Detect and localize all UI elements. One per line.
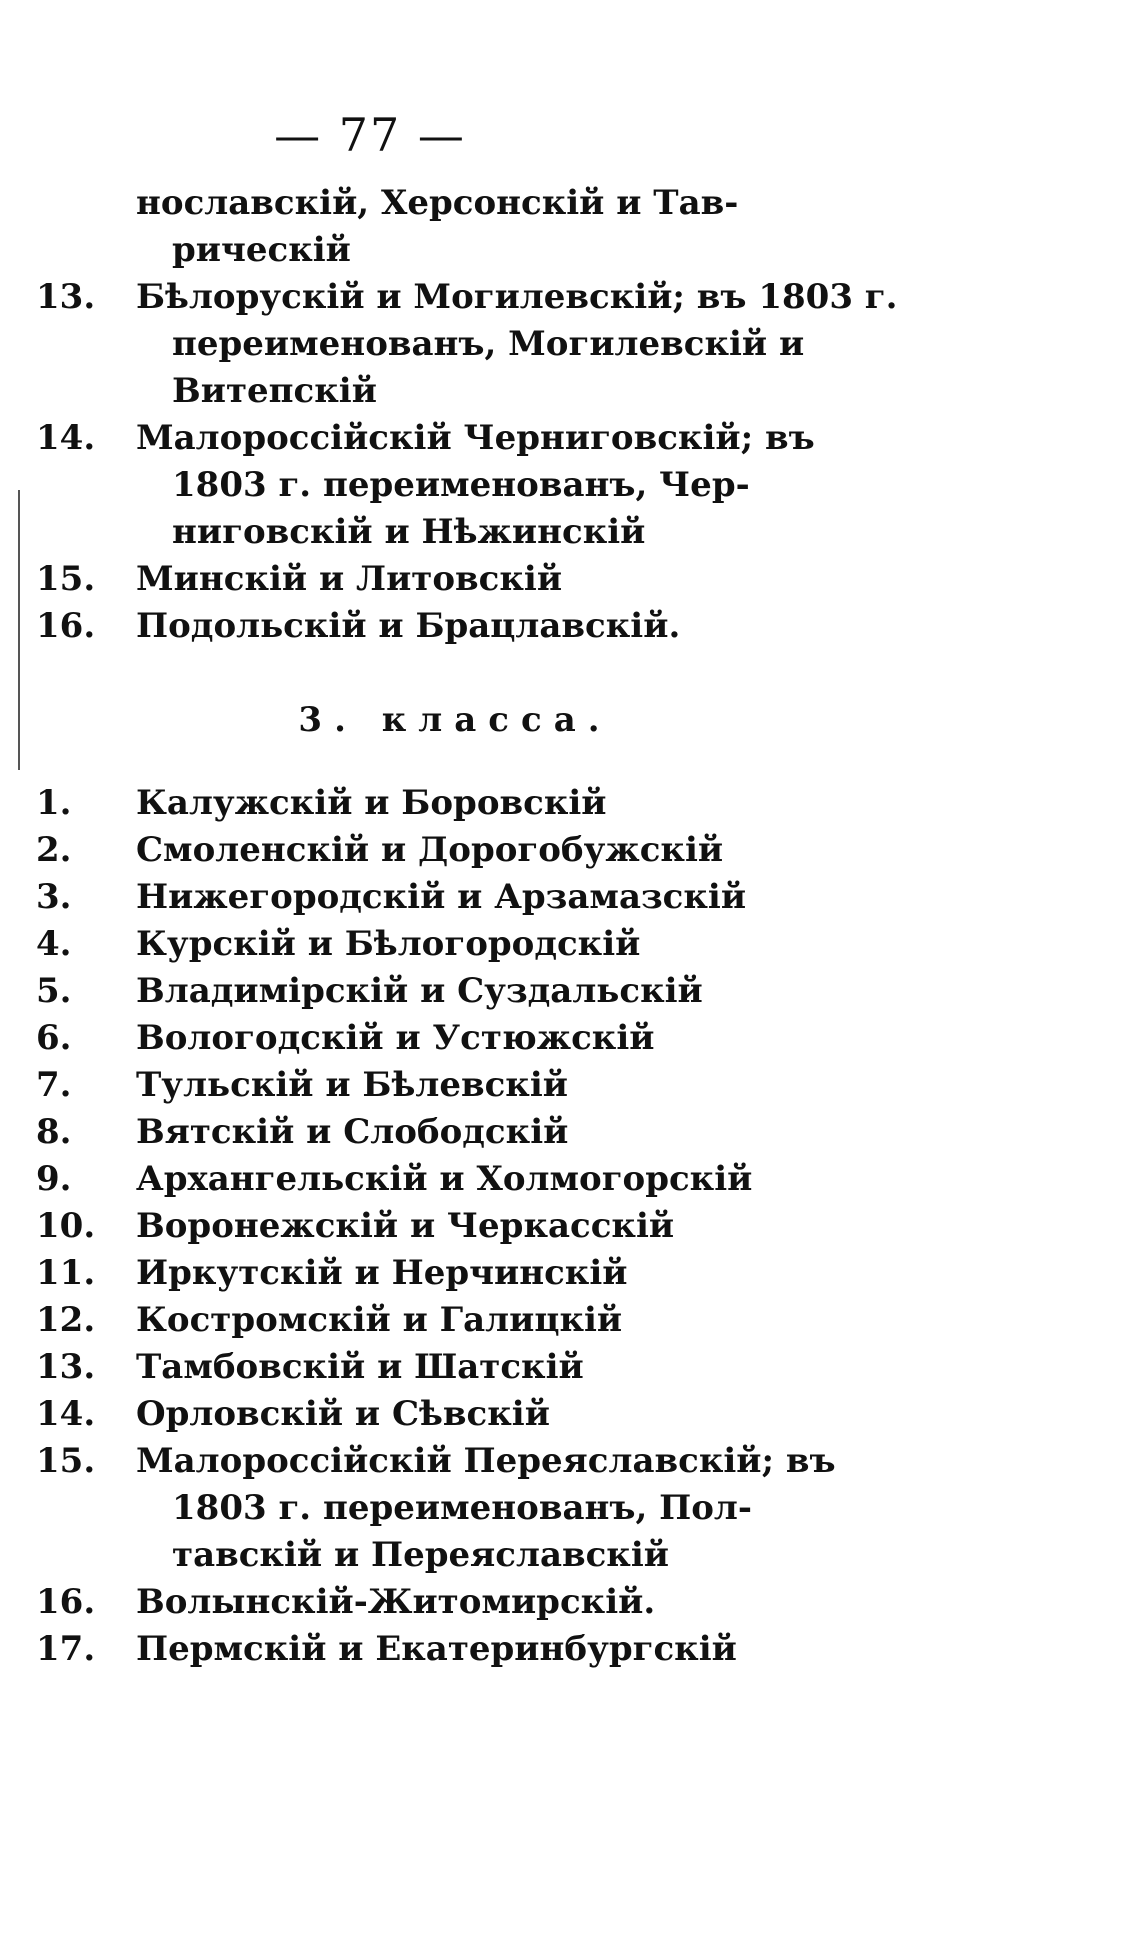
entry-text [136,1579,926,1626]
entry-text [136,1297,926,1344]
entry-text [136,556,926,603]
entry-number: 4. [36,924,72,964]
page-number: — 77 — [274,108,466,162]
entry-text [136,603,926,650]
entry-number: 14. [36,418,96,458]
entry-line: 1803 г. переименованъ, Чер- [172,465,750,505]
entry-text [136,1391,926,1438]
entry-line: Минскій и Литовскій [136,559,563,599]
list-item [36,1579,936,1626]
entry-line: Костромскій и Галицкій [136,1300,623,1340]
entry-number: 12. [36,1300,96,1340]
entry-number: 1. [36,783,72,823]
entry-line: Пермскій и Екатеринбургскій [136,1629,737,1669]
section-heading: 3. класса. [298,700,612,740]
list-item [36,274,936,415]
entry-line: Орловскій и Сѣвскій [136,1394,550,1434]
entry-text [136,1626,926,1673]
entry-number: 7. [36,1065,72,1105]
list-item [36,556,936,603]
entry-number: 16. [36,606,96,646]
entry-text [136,968,926,1015]
entry-text [136,180,926,274]
entry-text [136,1015,926,1062]
entry-line: Вологодскій и Устюжскій [136,1018,655,1058]
entry-number: 13. [36,1347,96,1387]
entry-text [136,874,926,921]
entry-number: 3. [36,877,72,917]
entry-line: Владимірскій и Суздальскій [136,971,703,1011]
entry-number: 8. [36,1112,72,1152]
list-item [36,1109,936,1156]
entry-text [136,1438,926,1579]
entry-number: 9. [36,1159,72,1199]
list-item [36,1344,936,1391]
list-item [36,1626,936,1673]
entry-line: Малороссійскій Переяславскій; въ [136,1441,836,1481]
entry-number: 10. [36,1206,96,1246]
entry-text [136,1250,926,1297]
list-item [36,1062,936,1109]
entry-line: Воронежскій и Черкасскій [136,1206,675,1246]
continued-entries-list [36,180,936,650]
entry-number: 15. [36,559,96,599]
list-item [36,1297,936,1344]
entry-text [136,415,926,556]
entry-text [136,921,926,968]
entry-line: ниговскій и Нѣжинскій [172,512,646,552]
list-item [36,827,936,874]
list-item [36,1156,936,1203]
entry-line: Архангельскій и Холмогорскій [136,1159,753,1199]
list-item [36,1391,936,1438]
entry-text [136,1156,926,1203]
entry-line: переименованъ, Могилевскій и [172,324,805,364]
entry-line: 1803 г. переименованъ, Пол- [172,1488,753,1528]
entry-number: 5. [36,971,72,1011]
entry-text [136,1109,926,1156]
list-item [36,415,936,556]
entry-line: Волынскій-Житомирскій. [136,1582,656,1622]
entry-text [136,1203,926,1250]
entry-number: 15. [36,1441,96,1481]
entry-line: Курскій и Бѣлогородскій [136,924,641,964]
entry-line: Нижегородскій и Арзамазскій [136,877,747,917]
class3-entries-list [36,780,936,1673]
list-item [36,603,936,650]
entry-text [136,1344,926,1391]
entry-number: 13. [36,277,96,317]
entry-number: 17. [36,1629,96,1669]
list-item [36,968,936,1015]
list-item [36,874,936,921]
entry-line: Подольскій и Брацлавскій. [136,606,681,646]
entry-line: Иркутскій и Нерчинскій [136,1253,628,1293]
entry-number: 11. [36,1253,96,1293]
entry-number: 14. [36,1394,96,1434]
list-item [36,780,936,827]
entry-line: Малороссійскій Черниговскій; въ [136,418,815,458]
entry-text [136,274,926,415]
entry-line: Калужскій и Боровскій [136,783,607,823]
entry-line: рическій [172,230,351,270]
entry-number: 6. [36,1018,72,1058]
entry-number: 16. [36,1582,96,1622]
list-item [36,1250,936,1297]
entry-text [136,1062,926,1109]
entry-text [136,780,926,827]
list-item [36,1438,936,1579]
entry-line: Витепскій [172,371,377,411]
list-item [36,1203,936,1250]
list-item [36,921,936,968]
entry-line: Тульскій и Бѣлевскій [136,1065,568,1105]
entry-line: Смоленскій и Дорогобужскій [136,830,724,870]
list-item [36,1015,936,1062]
entry-line: Тамбовскій и Шатскій [136,1347,584,1387]
entry-line: нославскій, Херсонскій и Тав- [136,183,739,223]
entry-line: Вятскій и Слободскій [136,1112,569,1152]
entry-line: тавскій и Переяславскій [172,1535,669,1575]
list-item [36,180,936,274]
entry-line: Бѣлорускій и Могилевскій; въ 1803 г. [136,277,898,317]
entry-number: 2. [36,830,72,870]
entry-text [136,827,926,874]
